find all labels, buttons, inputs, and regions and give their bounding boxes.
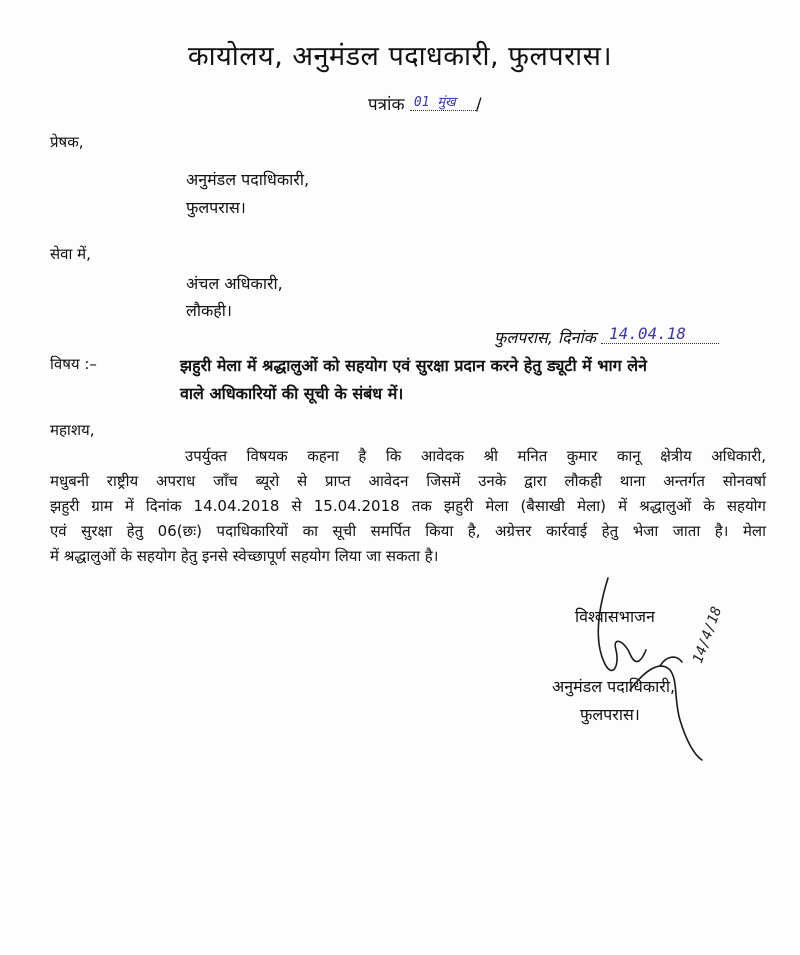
body-line-1: उपर्युक्त विषयक कहना है कि आवेदक श्री मनित कुमार कानू क्षेत्रीय अधिकारी, bbox=[185, 447, 766, 465]
handwritten-date: 14.04.18 bbox=[601, 324, 719, 344]
recipient-designation: अंचल अधिकारी, bbox=[186, 274, 283, 293]
closing-complimentary: विश्वासभाजन bbox=[575, 607, 655, 626]
reference-suffix: / bbox=[475, 95, 482, 115]
office-heading: कायोलय, अनुमंडल पदाधकारी, फुलपरास। bbox=[187, 41, 613, 72]
body-line-3: झहुरी ग्राम में दिनांक 14.04.2018 से 15.04.2018 तक झहुरी मेला (बैसाखी मेला) में श्रद्धालुओं के सहयोग bbox=[50, 497, 766, 515]
reference-number-row bbox=[368, 92, 482, 115]
reference-handwritten-number: 01 मुंख bbox=[410, 92, 476, 111]
sender-place: फुलपरास। bbox=[186, 198, 246, 217]
subject-line-1: झहुरी मेला में श्रद्धालुओं को सहयोग एवं सुरक्षा प्रदान करने हेतु ड्यूटी में भाग लेने bbox=[180, 356, 647, 375]
closing-designation: अनुमंडल पदाधिकारी, bbox=[552, 677, 676, 696]
signature-mark bbox=[590, 570, 750, 770]
body-line-5: में श्रद्धालुओं के सहयोग हेतु इनसे स्वेच्छापूर्ण सहयोग लिया जा सकता है। bbox=[50, 547, 439, 565]
body-paragraph bbox=[50, 444, 766, 569]
sender-designation: अनुमंडल पदाधिकारी, bbox=[186, 170, 310, 189]
reference-label: पत्रांक bbox=[368, 95, 405, 115]
body-line-2: मधुबनी राष्ट्रीय अपराध जाँच ब्यूरो से प्राप्त आवेदन जिसमें उनके द्वारा लौकही थाना अन्तर्गत सोनवर्षा bbox=[50, 472, 766, 490]
subject-line-2: वाले अधिकारियों की सूची के संबंध में। bbox=[180, 384, 404, 403]
closing-place: फुलपरास। bbox=[580, 705, 640, 724]
date-place-label: फुलपरास, दिनांक bbox=[494, 328, 596, 347]
subject-text bbox=[180, 352, 765, 408]
signature-date-initials: 14/4/18 bbox=[690, 604, 726, 666]
recipient-label: सेवा में, bbox=[50, 245, 91, 263]
salutation: महाशय, bbox=[50, 421, 95, 439]
sender-label: प्रेषक, bbox=[50, 133, 84, 151]
body-line-4: एवं सुरक्षा हेतु 06(छः) पदाधिकारियों का सूची समर्पित किया है, अग्रेत्तर कार्रवाई हेतु भेजा जाता है। मेला bbox=[50, 522, 766, 540]
date-line bbox=[494, 326, 719, 348]
subject-label: विषय :– bbox=[50, 355, 97, 373]
recipient-place: लौकही। bbox=[186, 301, 232, 320]
